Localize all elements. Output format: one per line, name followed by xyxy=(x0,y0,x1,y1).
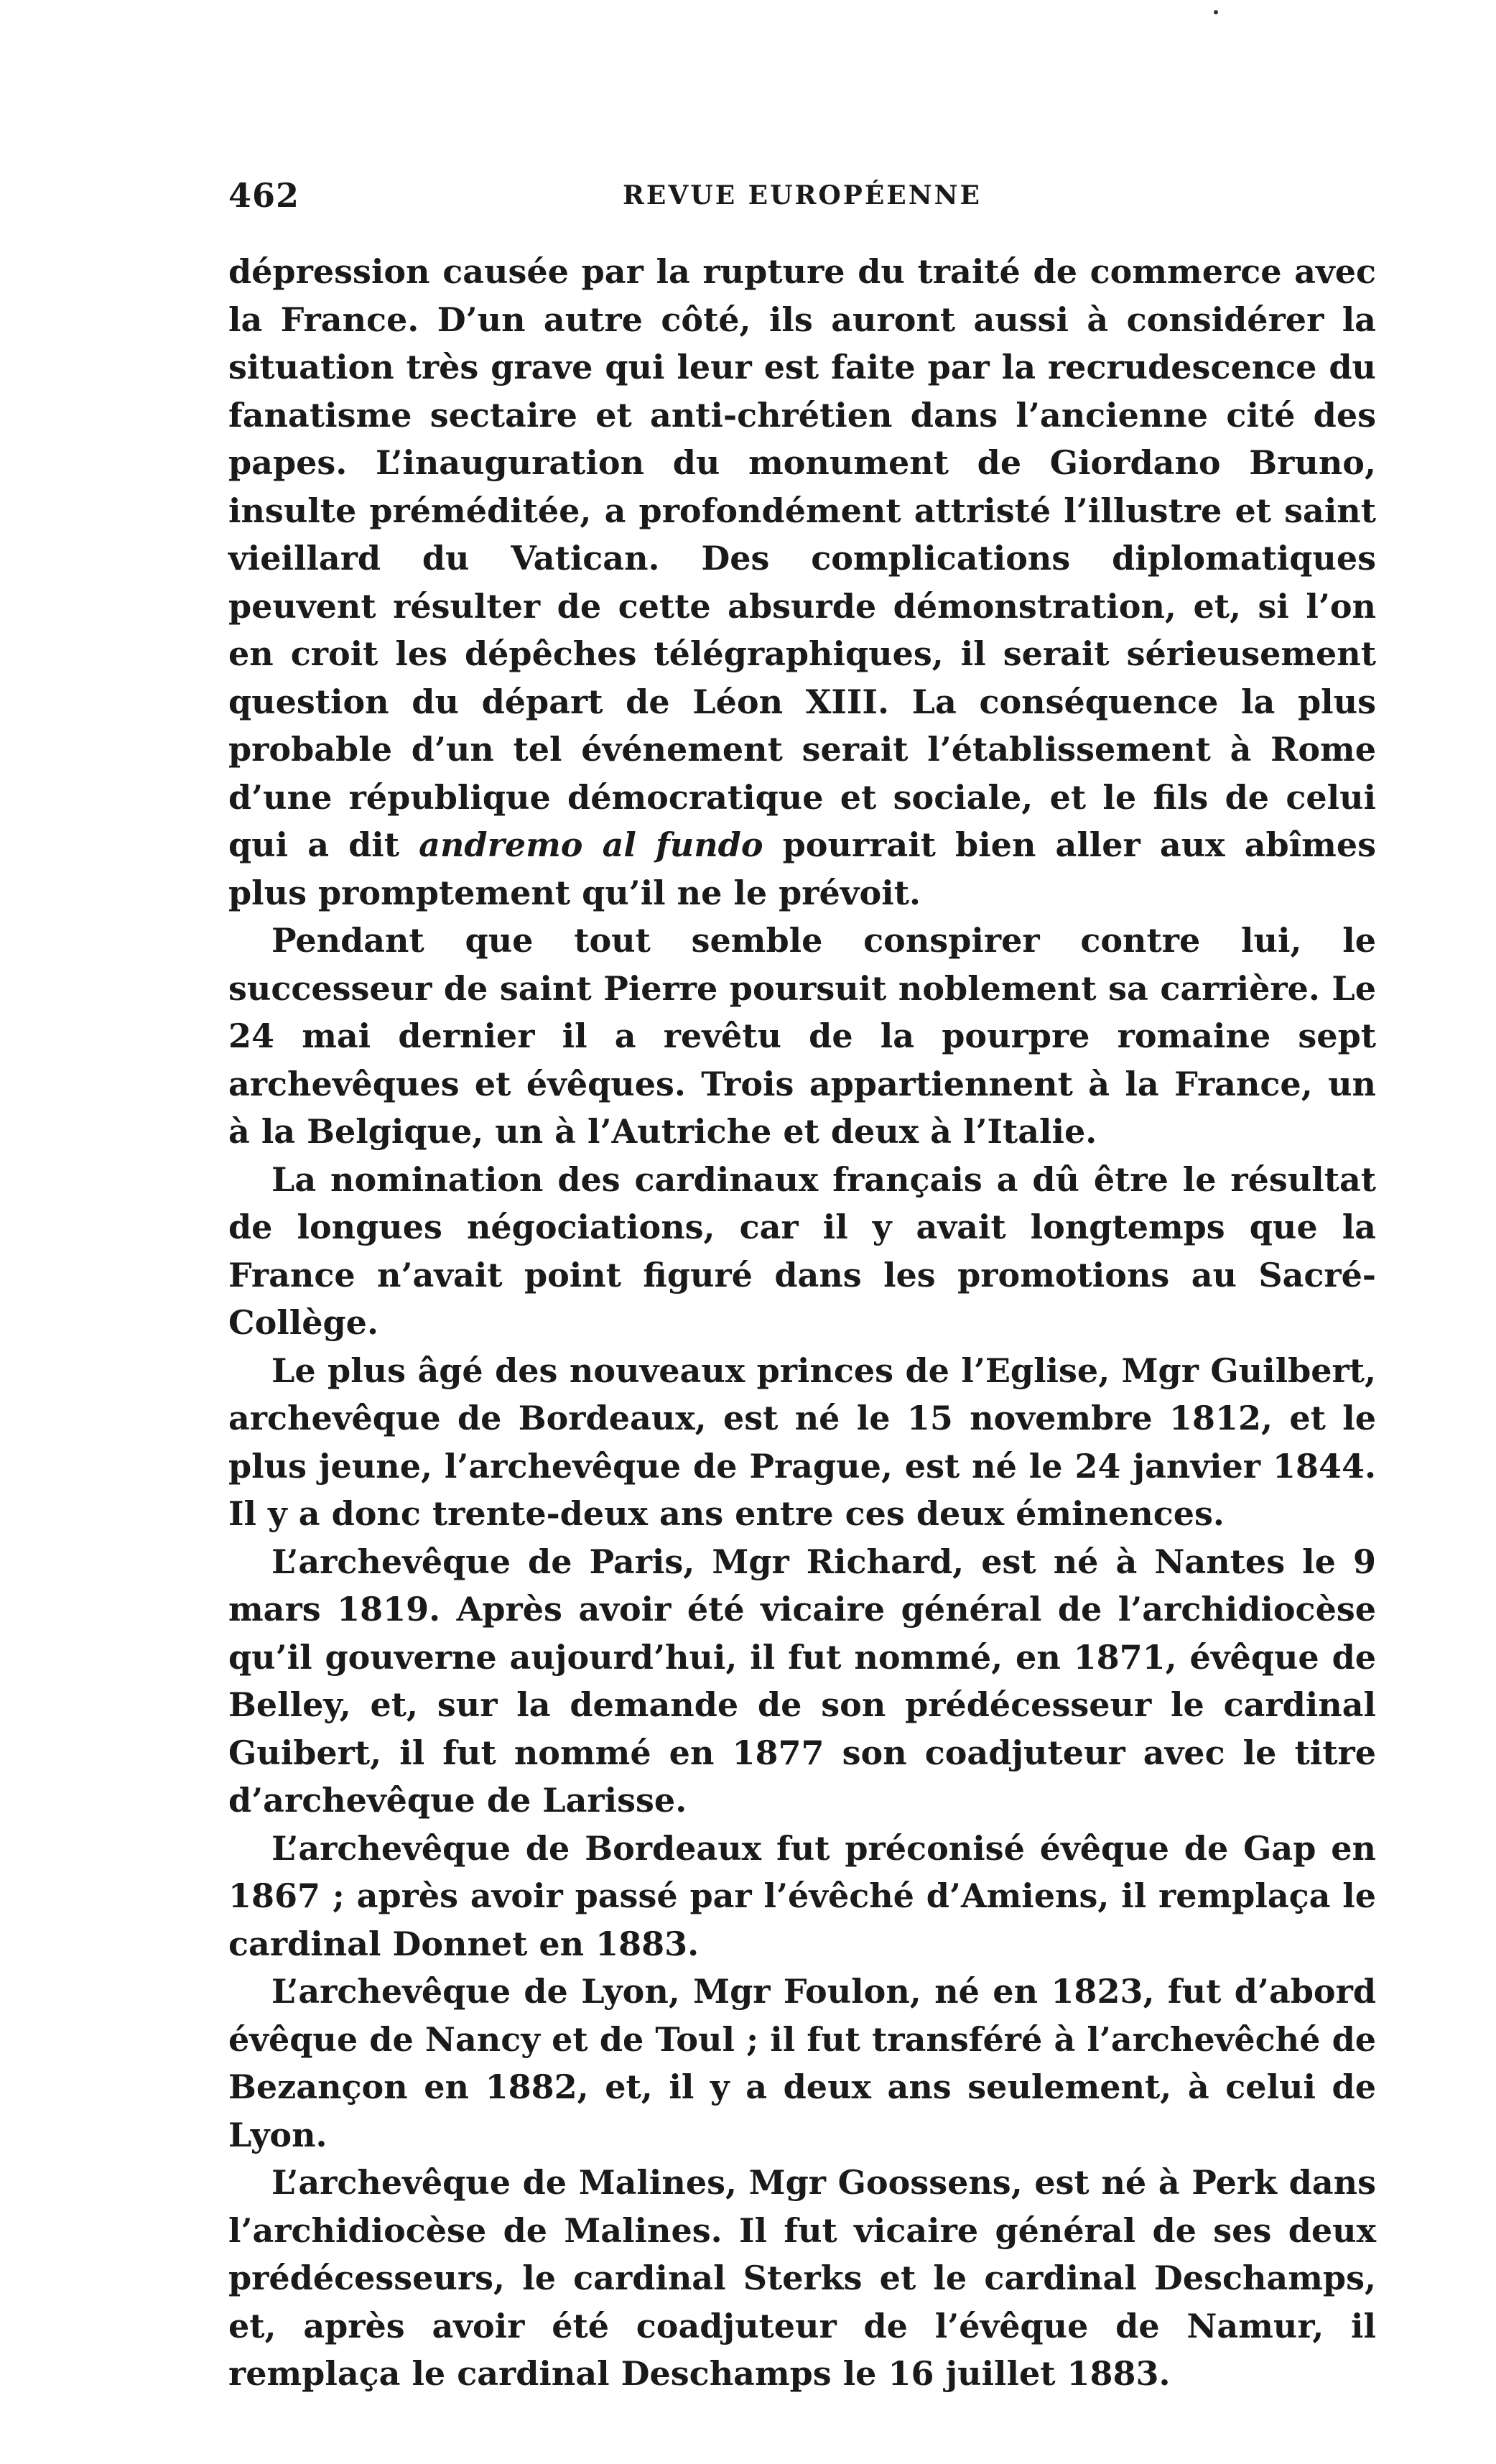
page-number: 462 xyxy=(228,176,300,215)
paragraph: L’archevêque de Bordeaux fut préconisé évêque de Gap en 1867 ; après avoir passé par l’évêché d’Amiens, il remplaça le cardinal Donnet en 1883. xyxy=(228,1828,1376,1963)
running-title: REVUE EUROPÉENNE xyxy=(623,180,982,210)
paragraph: Le plus âgé des nouveaux princes de l’Eglise, Mgr Guilbert, archevêque de Bordeaux, est né le 15 novembre 1812, et le plus jeune, l’archevêque de Prague, est né le 24 janvier 1844. Il y a donc trente-deux ans entre ces deux éminences. xyxy=(228,1351,1376,1533)
paragraph: Pendant que tout semble conspirer contre lui, le successeur de saint Pierre poursuit noblement sa carrière. Le 24 mai dernier il a revêtu de la pourpre romaine sept archevêques et évêques. Trois appartiennent à la France, un à la Belgique, un à l’Autriche et deux à l’Italie. xyxy=(228,921,1376,1151)
paragraph: La nomination des cardinaux français a dû être le résultat de longues négociations, car il y avait longtemps que la France n’avait point figuré dans les promotions au Sacré-Collège. xyxy=(228,1159,1376,1342)
paragraph-continued xyxy=(228,248,1376,917)
page-header xyxy=(228,176,1376,226)
article-body xyxy=(228,248,1376,2398)
italic-phrase: andremo al fundo xyxy=(419,825,763,864)
paragraph: L’archevêque de Malines, Mgr Goossens, est né à Perk dans l’archidiocèse de Malines. Il fut vicaire général de ses deux prédécesseurs, le cardinal Sterks et le cardinal Deschamps, et, après avoir été coadjuteur de l’évêque de Namur, il remplaça le cardinal Deschamps le 16 juillet 1883. xyxy=(228,2163,1376,2393)
paragraph: L’archevêque de Lyon, Mgr Foulon, né en 1823, fut d’abord évêque de Nancy et de Toul ; il fut transféré à l’archevêché de Bezançon en 1882, et, il y a deux ans seulement, à celui de Lyon. xyxy=(228,1972,1376,2154)
paragraph-text: pourrait bien aller aux abîmes plus promptement qu’il ne le prévoit. xyxy=(228,825,1376,912)
paragraph-text: dépression causée par la rupture du traité de commerce avec la France. D’un autre côté, ils auront aussi à considérer la situation très grave qui leur est faite par la recrudescence du fanatisme sectaire et anti-chrétien dans l’ancienne cité des papes. L’inauguration du monument de Giordano Bruno, insulte préméditée, a profondément attristé l’illustre et saint vieillard du Vatican. Des complications diplomatiques peuvent résulter de cette absurde démonstration, et, si l’on en croit les dépêches télégraphiques, il serait sérieusement question du départ de Léon XIII. La conséquence la plus probable d’un tel événement serait l’établissement à Rome d’une république démocratique et sociale, et le fils de celui qui a dit xyxy=(228,252,1376,864)
print-speck xyxy=(1214,10,1218,14)
paragraph: L’archevêque de Paris, Mgr Richard, est né à Nantes le 9 mars 1819. Après avoir été vicaire général de l’archidiocèse qu’il gouverne aujourd’hui, il fut nommé, en 1871, évêque de Belley, et, sur la demande de son prédécesseur le cardinal Guibert, il fut nommé en 1877 son coadjuteur avec le titre d’archevêque de Larisse. xyxy=(228,1542,1376,1820)
